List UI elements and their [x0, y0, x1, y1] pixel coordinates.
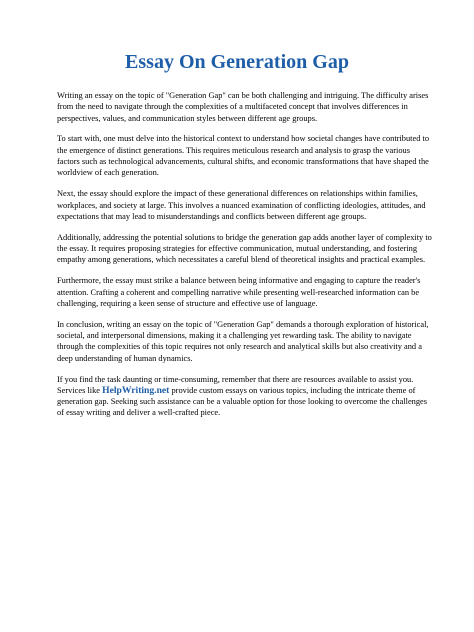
paragraph-intro: Writing an essay on the topic of "Generation Gap" can be both challenging and intriguing. The difficulty arises from the need to navigate through the complexities of a multifaceted concept that involves differences in perspectives, values, and communication styles between different age groups. — [57, 91, 429, 123]
closing-text-after: provide custom essays on various topics, including the intricate theme of generation gap. Seeking such assistance can be a valuable option for those looking to overcome the challenges of essay writing and deliver a well-crafted piece. — [57, 385, 428, 418]
paragraph-balance: Furthermore, the essay must strike a balance between being informative and engaging to capture the reader's attention. Crafting a coherent and compelling narrative while presenting well-researched information can be challenging, requiring a keen sense of structure and effective use of language. — [57, 276, 421, 308]
paragraph-closing — [57, 374, 432, 419]
paragraph-solutions: Additionally, addressing the potential solutions to bridge the generation gap adds another layer of complexity to the essay. It requires proposing strategies for effective communication, mutual understanding, and fostering empathy among generations, which necessitates a careful blend of theoretical insights and practical examples. — [57, 232, 432, 265]
essay-body — [57, 90, 432, 428]
closing-text-before: If you find the task daunting or time-consuming, remember that there are resources available to assist you. Services like — [57, 374, 414, 395]
paragraph-impact: Next, the essay should explore the impact of these generational differences on relationships within families, workplaces, and society at large. This involves a nuanced examination of conflicting ideologies, attitudes, and expectations that may lead to misunderstandings and conflicts between different age groups. — [57, 189, 426, 221]
helpwriting-link[interactable]: HelpWriting.net — [102, 384, 170, 396]
page-title: Essay On Generation Gap — [125, 51, 349, 73]
paragraph-conclusion: In conclusion, writing an essay on the topic of "Generation Gap" demands a thorough exploration of historical, societal, and interpersonal dimensions, making it a challenging yet rewarding task. The ability to navigate through the complexities of this topic requires not only research and analytical skills but also creativity and a deep understanding of human dynamics. — [57, 319, 429, 363]
paragraph-historical-context: To start with, one must delve into the historical context to understand how societal changes have contributed to the emergence of distinct generations. This requires meticulous research and analysis to grasp the various factors such as technological advancements, cultural shifts, and economic transformations that have shaped the worldview of each generation. — [57, 134, 430, 178]
